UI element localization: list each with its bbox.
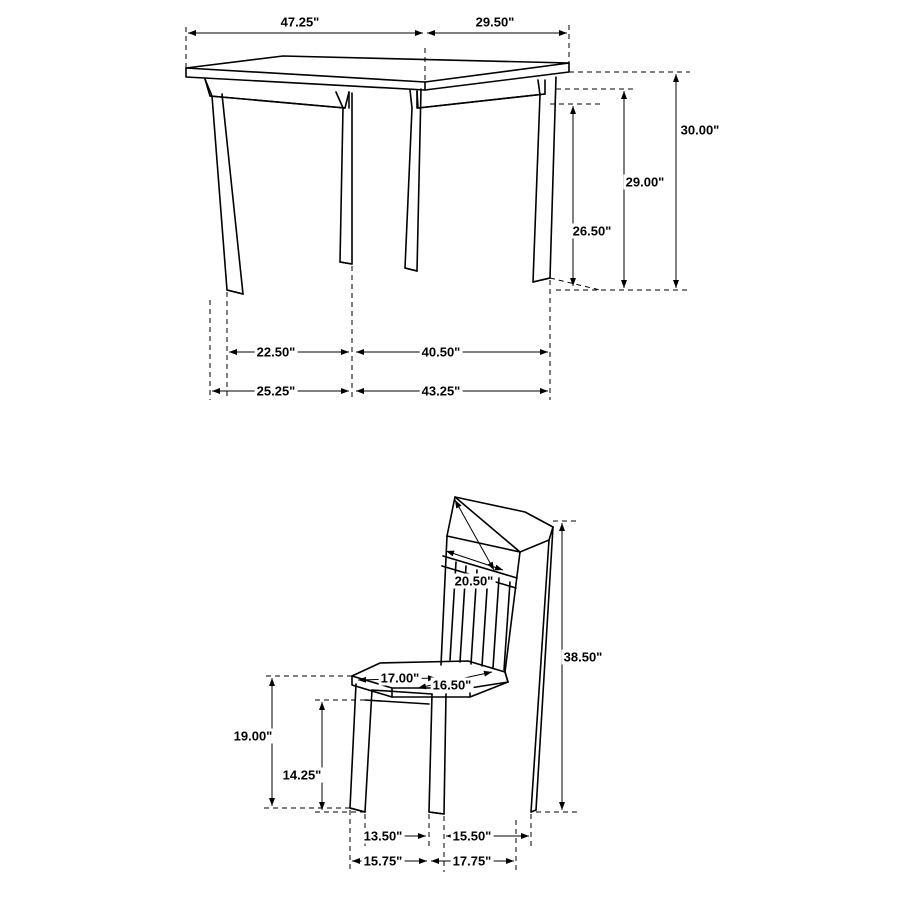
- dim-label-table-top-left-width: 47.25": [280, 14, 320, 30]
- dim-label-table-base-depth: 25.25": [256, 383, 296, 399]
- dim-label-chair-lower-height: 14.25": [282, 767, 322, 783]
- dim-label-chair-foot-depth: 15.75": [363, 853, 403, 869]
- dim-label-table-top-right-depth: 29.50": [475, 14, 515, 30]
- dim-label-table-inner-depth: 22.50": [256, 344, 296, 360]
- dim-label-table-total-height: 30.00": [680, 122, 720, 138]
- dining-chair-dimension-lines: [262, 500, 580, 872]
- dining-table-drawing: [186, 56, 569, 294]
- dim-label-chair-seat-width: 16.50": [432, 677, 472, 693]
- dim-label-chair-base-depth: 13.50": [363, 828, 403, 844]
- dining-chair-drawing: [350, 497, 553, 814]
- dim-label-table-base-width: 43.25": [421, 383, 461, 399]
- dim-label-chair-base-width: 15.50": [452, 828, 492, 844]
- dim-label-table-apron-height: 29.00": [625, 174, 665, 190]
- dim-label-table-inner-width: 40.50": [421, 344, 461, 360]
- dim-label-chair-seat-depth: 17.00": [380, 670, 420, 686]
- dim-label-chair-foot-width: 17.75": [452, 853, 492, 869]
- dim-label-chair-seat-height: 19.00": [233, 728, 273, 744]
- dim-label-chair-back-width: 20.50": [454, 573, 494, 589]
- dim-label-table-clearance-height: 26.50": [572, 223, 612, 239]
- dim-label-chair-total-height: 38.50": [563, 649, 603, 665]
